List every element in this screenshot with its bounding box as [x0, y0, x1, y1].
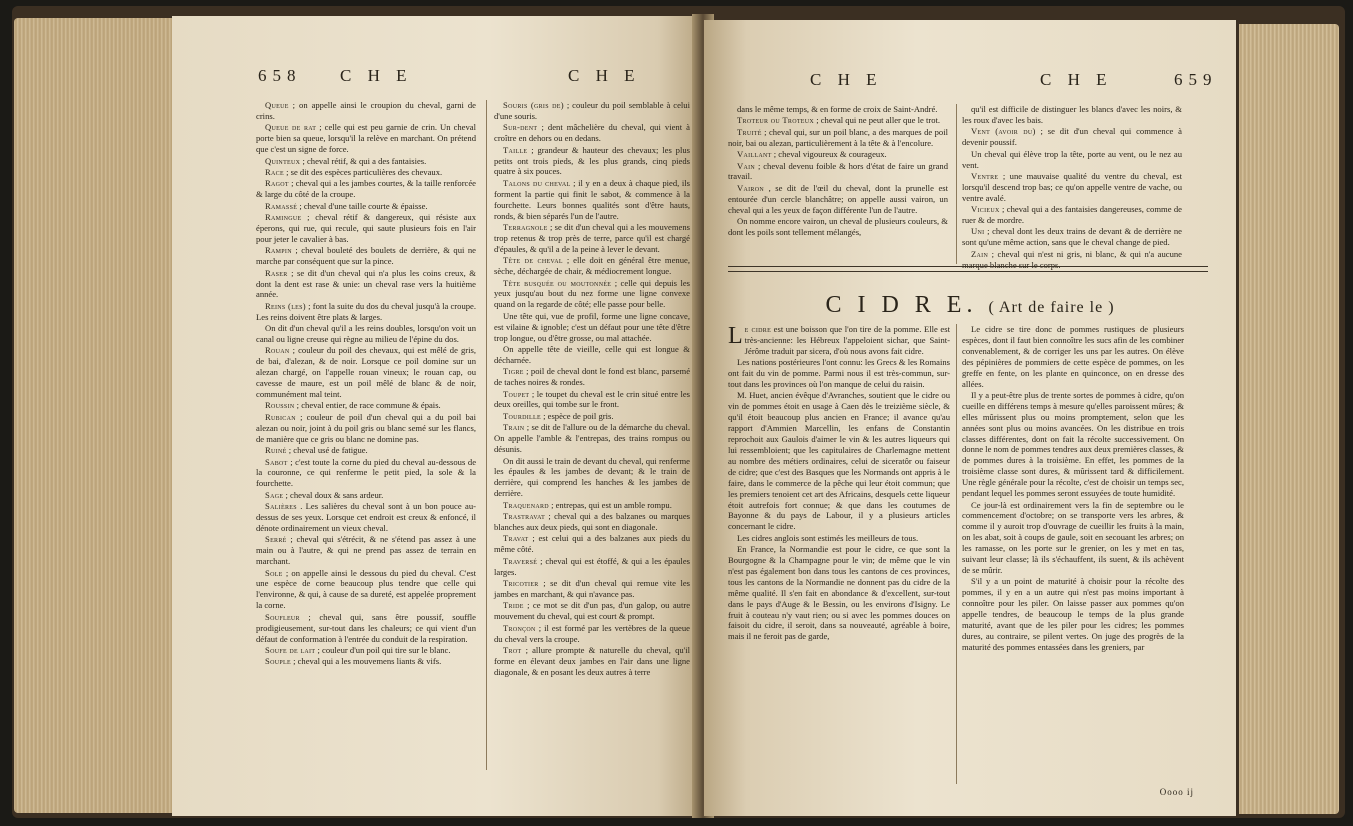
entry-text: ; cheval qui a des balzanes ou marques blanches aux deux pieds, qui sont en diagonale. — [494, 511, 690, 532]
column-divider — [956, 104, 957, 264]
entry-term: Sur-dent — [503, 122, 538, 133]
dictionary-entry — [962, 204, 1182, 226]
entry-text: ; cheval vigoureux & courageux. — [773, 149, 887, 160]
dictionary-entry — [728, 127, 948, 149]
section-rule — [728, 266, 1208, 272]
drop-cap: L — [728, 323, 743, 349]
entry-term: Souris (gris de) — [503, 100, 564, 110]
dictionary-entry — [256, 490, 476, 501]
dictionary-entry — [256, 268, 476, 301]
dictionary-entry — [494, 366, 690, 388]
dictionary-entry — [494, 178, 690, 222]
dictionary-entry — [494, 389, 690, 411]
dictionary-entry — [494, 122, 690, 144]
entry-text: ; cheval usé de fatigue. — [288, 445, 368, 456]
entry-term: Reins (les) — [265, 300, 306, 311]
entry-term: Tête de cheval — [503, 255, 563, 266]
entry-text: ; cheval qui ne peut aller que le trot. — [816, 115, 941, 126]
entry-text: ; grandeur & hauteur des chevaux; les plus petits ont trois pieds, & les plus grands, cinq pieds quatre à six pouces. — [494, 144, 690, 177]
dictionary-entry — [962, 226, 1182, 248]
entry-text: qu'il est difficile de distinguer les blancs d'avec les noirs, & les roux d'avec les bais. — [962, 104, 1182, 125]
entry-text: est une boisson que l'on tire de la pomme. Elle est très-ancienne: les Hébreux l'appeloient sichar, que Saint-Jérôme traduit par sicera, d'où nous avons fait cidre. — [744, 324, 950, 356]
heading-left: C H E — [810, 70, 883, 89]
column-divider — [956, 324, 957, 784]
right-running-head — [704, 70, 1236, 94]
entry-text: ; entrepas, qui est un amble rompu. — [551, 499, 672, 510]
entry-term: Roussin — [265, 400, 295, 411]
entry-text: ; cheval d'une taille courte & épaisse. — [299, 200, 428, 211]
entry-text: ; se dit d'un cheval qui n'a plus les coins creux, & dont la dent est rase & unie: un cheval rase vers la huitième année. — [256, 267, 476, 300]
entry-term: Soufleur — [265, 611, 300, 622]
entry-text: ; cheval qui, sans être poussif, souffle prodigieusement, sur-tout dans les chaleurs; ce qui vient d'un défaut de conformation à l'entrée du conduit de la respiration. — [256, 611, 476, 644]
entry-term: Raser — [265, 267, 288, 278]
entry-text: ; couleur du poil semblable à celui d'une souris. — [494, 100, 690, 121]
right-column-1 — [728, 104, 948, 238]
entry-term: Race — [265, 166, 284, 177]
entry-term: Tourdille — [503, 410, 541, 421]
entry-text: ; celle qui depuis les yeux jusqu'au bout du nez forme une ligne convexe quand on la regarde de côté; elle passe pour belle. — [494, 277, 690, 310]
dictionary-entry — [962, 126, 1182, 148]
entry-text: ; allure prompte & naturelle du cheval, qu'il forme en élevant deux jambes en l'air dans une ligne diagonale, & en posant les deux autres à terre — [494, 644, 690, 677]
article-title-text: C I D R E. — [825, 292, 978, 318]
dictionary-entry — [256, 167, 476, 178]
entry-text: ; cheval devenu foible & hors d'état de faire un grand travail. — [728, 160, 949, 182]
entry-term: Ragot — [265, 178, 289, 189]
entry-term: Talons du cheval — [503, 177, 571, 188]
dictionary-entry — [494, 533, 690, 555]
entry-text: ; c'est toute la corne du pied du cheval au-dessous de la couronne, ce qui renferme le petit pied, la sole & la fourchette. — [256, 456, 477, 489]
entry-text: ; se dit d'un cheval qui remue vite les jambes en marchant, & qui n'avance pas. — [494, 577, 690, 599]
entry-term: Terragnole — [503, 221, 548, 232]
dictionary-entry — [256, 568, 476, 612]
dictionary-entry — [962, 576, 1184, 652]
dictionary-entry — [256, 100, 476, 122]
dictionary-entry — [962, 171, 1182, 204]
dictionary-entry — [256, 323, 476, 345]
entry-text: Un cheval qui élève trop la tête, porte au vent, ou le nez au vent. — [962, 148, 1182, 170]
entry-text: On dit d'un cheval qu'il a les reins doubles, lorsqu'on voit un canal ou ligne creuse qui règne au milieu de l'épine du dos. — [256, 323, 476, 345]
entry-text: Les nations postérieures l'ont connu: les Grecs & les Romains ont fait du vin de pomme. Parmi nous il est très-commun, sur-tout dans les provinces où l'on manque de celui du raisin. — [728, 357, 950, 390]
dictionary-entry — [256, 445, 476, 456]
dictionary-entry — [494, 255, 690, 277]
entry-term: Sole — [265, 567, 283, 578]
cidre-column-1 — [728, 324, 950, 643]
dictionary-entry — [256, 156, 476, 167]
right-column-2 — [962, 104, 1182, 271]
entry-term: Queue de rat — [265, 122, 317, 133]
heading-left: C H E — [340, 66, 413, 85]
dictionary-entry — [494, 278, 690, 311]
entry-text: Le cidre se tire donc de pommes rustiques de plusieurs espèces, dont il faut bien connoître les sucs afin de les combiner convenablement, & de corriger les uns par les autres. On élève des pépinières de pommiers de cette espèce de pommes, on les greffe en fente, on les plante en quinconce, on en dresse des allées. — [962, 324, 1184, 389]
dictionary-entry — [494, 645, 690, 678]
entry-text: ; le toupet du cheval est le crin situé entre les deux oreilles, qui tombe sur le front. — [494, 388, 690, 410]
entry-text: ; cheval qui, sur un poil blanc, a des marques de poil noir, bai ou alezan, particulièrement à la tête & à l'encolure. — [728, 126, 948, 148]
entry-term: Vain — [737, 160, 756, 171]
cidre-column-2 — [962, 324, 1184, 653]
entry-text: On nomme encore vairon, un cheval de plusieurs couleurs, & dont les poils sont tellement mélangés, — [728, 216, 948, 237]
entry-text: ; cheval entier, de race commune & épais. — [296, 400, 441, 411]
entry-term: Toupet — [503, 388, 530, 399]
dictionary-entry — [962, 104, 1182, 126]
entry-text: ; cheval bouleté des boulets de derrière, & qui ne marche par conséquent que sur la pince. — [256, 245, 476, 267]
entry-text: ; il est formé par les vertèbres de la queue du cheval vers la croupe. — [494, 622, 690, 644]
right-page — [704, 20, 1236, 816]
heading-right: C H E — [1040, 70, 1113, 89]
entry-term: Ramassé — [265, 200, 298, 211]
entry-text: ; se dit d'un cheval qui a les mouvemens trop retenus & trop près de terre, parce qu'il est chargé d'épaules, & qu'il a de la peine à lever le devant. — [494, 221, 690, 254]
entry-term: Tricotier — [503, 577, 539, 588]
entry-text: Ce jour-là est ordinairement vers la fin de septembre ou le commencement d'octobre; on se transporte vers les arbres, & comme il y auroit trop d'ouvrage de cueillir les fruits à la main, on les abat, soit à coups de gaule, soit en secouant les arbres; on les ramasse, on les porte sur le grenier, on les y met en tas, suivant leur classe; là ils s'échauffent, ils suent, & ils achèvent de se mûrir. — [962, 499, 1184, 575]
dictionary-entry — [256, 301, 476, 323]
entry-text: On dit aussi le train de devant du cheval, qui renferme les épaules & les jambes de devant; & le train de derrière, qui comprend les hanches & les jambes de derrière. — [494, 455, 690, 499]
heading-right: C H E — [568, 66, 641, 85]
entry-text: Une tête qui, vue de profil, forme une ligne concave, est vilaine & ignoble; c'est un défaut pour une tête d'être trop longue, ou d'être grosse, ou mal attachée. — [494, 310, 690, 343]
entry-text: ; celle qui est peu garnie de crin. Un cheval porte bien sa queue, lorsqu'il la relève en marchant. On prétend que c'est un signe de force. — [256, 122, 476, 155]
dictionary-entry — [728, 216, 948, 238]
dictionary-entry — [494, 623, 690, 645]
dictionary-entry — [728, 115, 948, 126]
dictionary-entry — [256, 212, 476, 245]
dictionary-entry — [256, 178, 476, 200]
entry-text: ; il y en a deux à chaque pied, ils forment la partie qui finit le sabot, & commence à la fourchette. Leurs bonnes qualités sont d'être hauts, ronds, & bien séparés l'un de l'autre. — [494, 177, 690, 221]
entry-term: Taille — [503, 144, 528, 155]
entry-text: S'il y a un point de maturité à choisir pour la récolte des pommes, il y en a un autre qui n'est pas moins important à connoître pour les piler. On laisse passer aux pommes qu'on appelle tendres, de beaucoup le temps de la plus grande maturité, avant que de les piler pour les cidres; les pommes dures, au contraire, se pilent vertes. On juge des progrès de la maturité des pommes entassées dans les greniers, par — [962, 576, 1184, 652]
dictionary-entry — [256, 656, 476, 667]
entry-text: ; se dit des espèces particulières des chevaux. — [286, 166, 443, 177]
left-column-2 — [494, 100, 690, 678]
entry-text: ; cheval qui est étoffé, & qui a les épaules larges. — [494, 555, 690, 577]
dictionary-entry — [256, 201, 476, 212]
entry-term: Tronçon — [503, 622, 536, 633]
entry-text: M. Huet, ancien évêque d'Avranches, soutient que le cidre ou vin de pommes étoit en usage à Caen dès le treizième siècle, & qu'il étoit beaucoup plus ancien en France; il avance qu'au rapport d'Ammien Marcellin, les enfans de Constantin reprochoit aux Gaulois d'aimer le vin & les autres liqueurs qui lui ressembloient; que les capitulaires de Charlemagne mettent au nombre des métiers ordinaires, celui de siceratôr ou faiseur de cidre; que c'est des Basques que les Normands ont appris à le faire, dans le commerce de la pêche qui leur étoit commun; que les premiers tenoient cet art des Africains, desquels cette liqueur étoit autrefois fort connue; & que dans les coutumes de Bayonne & du pays de Labour, il y a plusieurs articles concernant le cidre. — [728, 390, 950, 532]
entry-text: ; cheval qui a des fantaisies dangereuses, comme de ruer & de mordre. — [962, 204, 1182, 226]
dictionary-entry — [962, 149, 1182, 171]
entry-text: ; font la suite du dos du cheval jusqu'à la croupe. Les reins doivent être plats & larges. — [256, 300, 477, 322]
entry-term: Rouan — [265, 345, 290, 356]
dictionary-entry — [728, 149, 948, 160]
catchword: Oooo ij — [1159, 787, 1194, 797]
entry-term: Salières — [265, 501, 297, 512]
entry-term: Truité — [737, 126, 762, 137]
entry-text: dans le même temps, & en forme de croix de Saint-André. — [737, 104, 938, 114]
entry-text: ; couleur du poil des chevaux, qui est mêlé de gris, de bai, d'alezan, & de noir. Lorsque ce poil domine sur un alezan chargé, on l'appelle rouan vineux; le rouan cap, ou cavesse de maure, est un poil mêlé de blanc & de noir, communément mal teint. — [256, 345, 476, 400]
entry-text: ; cheval dont les deux trains de devant & de derrière ne sont qu'une même action, sans que le cheval change de pied. — [962, 226, 1182, 248]
entry-text: ; cheval qui a les mouvemens liants & vifs. — [293, 656, 442, 667]
entry-term: e cidre — [744, 324, 772, 334]
dictionary-entry — [962, 324, 1184, 389]
entry-term: Traquenard — [503, 499, 549, 510]
dictionary-entry — [494, 145, 690, 178]
entry-text: ; dent mâchelière du cheval, qui vient à croître en dehors ou en dedans. — [494, 122, 690, 144]
entry-text: En France, la Normandie est pour le cidre, ce que sont la Bourgogne & la Champagne pour le vin; de même que le vin n'est pas également bon dans tous les cantons de ces provinces, tous les cantons de la Normandie ne donnent pas du cidre de la même qualité. Il s'en fait en abondance & d'excellent, sur-tout dans le pays d'Auge & le Bessin, ou les environs d'Isigny. Le fruit à couteau n'y vaut rien; ou si avec les pommes douces on faisoit du cidre, il seroit, dans sa nouveauté, agréable à boire, mais il ne feroit pas de garde, — [728, 544, 950, 642]
entry-text: ; cheval qui a les jambes courtes, & la taille renforcée & large du côté de la croupe. — [256, 178, 476, 200]
entry-text: ; cheval qui s'étrécit, & ne s'étend pas assez à une main ou à l'autre, & qui ne prend pas assez de terrain en marchant. — [256, 534, 476, 567]
dictionary-entry — [494, 500, 690, 511]
entry-text: ; une mauvaise qualité du ventre du cheval, est lorsqu'il descend trop bas; ce qu'on appelle ventre de vache, ou ventre avalé. — [962, 170, 1182, 203]
dictionary-entry — [256, 457, 476, 490]
left-page-edges — [14, 18, 174, 813]
dictionary-entry — [494, 600, 690, 622]
entry-text: . Les salières du cheval sont à un bon pouce au-dessus de ses yeux. Lorsque cet endroit est creux & enfoncé, il dénote ordinairement un vieux cheval. — [256, 501, 476, 533]
entry-term: Trot — [503, 644, 522, 655]
entry-text: Il y a peut-être plus de trente sortes de pommes à cidre, qu'on cueille en différens temps à mesure qu'elles paroissent mûres; & elles mûrissent plus ou moins promptement, selon que les années sont plus ou moins avancées. On les distribue en trois classes différentes, dont on fait la récolte successivement. On donne le nom de pommes tendres aux deux premières classes, & de pommes dures à la troisième. En effet, les pommes de la troisième classe sont dures, & mûrissent tard & difficilement. Une règle générale pour la récolte, c'est de choisir un temps sec, pendant lequel les pommes seront essuyées de toute humidité. — [962, 389, 1184, 499]
entry-term: Zain — [971, 248, 989, 259]
entry-text: ; est celui qui a des balzanes aux pieds du même côté. — [494, 533, 690, 555]
dictionary-entry — [494, 456, 690, 500]
entry-term: Queue — [265, 100, 289, 110]
entry-term: Trastravat — [503, 511, 546, 522]
entry-term: Vent (avoir du) — [971, 126, 1036, 137]
entry-text: On appelle tête de vieille, celle qui est longue & décharnée. — [494, 343, 690, 365]
entry-term: Rampin — [265, 245, 292, 256]
dictionary-entry — [256, 122, 476, 155]
dictionary-entry — [494, 344, 690, 366]
left-page — [172, 16, 700, 816]
page-number: 658 — [258, 66, 302, 85]
dictionary-entry — [728, 104, 948, 115]
entry-text: ; se dit de l'allure ou de la démarche du cheval. On appelle l'amble & l'entrepas, des trains rompus ou désunis. — [494, 422, 690, 455]
entry-text: ; on appelle ainsi le croupion du cheval, garni de crins. — [256, 100, 477, 121]
page-number: 659 — [1174, 70, 1218, 89]
dictionary-entry — [728, 161, 948, 183]
left-running-head — [172, 66, 700, 90]
entry-text: ; cheval rétif, & qui a des fantaisies. — [302, 155, 427, 166]
column-divider — [486, 100, 487, 770]
dictionary-entry — [728, 357, 950, 390]
dictionary-entry — [494, 311, 690, 344]
entry-text: ; on appelle ainsi le dessous du pied du cheval. C'est une espèce de corne beaucoup plus tendre que celle qui l'environne, & qui, à cause de sa dureté, est appelée proprement la corne. — [256, 567, 476, 611]
article-title — [704, 292, 1236, 319]
entry-text: Les cidres anglois sont estimés les meilleurs de tous. — [737, 532, 919, 543]
entry-term: Soufe de lait — [265, 644, 316, 655]
entry-term: Uni — [971, 226, 985, 237]
dictionary-entry — [728, 533, 950, 544]
entry-text: ; espèce de poil gris. — [543, 410, 614, 421]
left-column-1 — [256, 100, 476, 668]
entry-term: Travat — [503, 533, 529, 544]
dictionary-entry — [494, 578, 690, 600]
entry-term: Sage — [265, 489, 284, 500]
entry-term: Vicieux — [971, 204, 1000, 215]
dictionary-entry — [494, 556, 690, 578]
dictionary-entry — [256, 400, 476, 411]
dictionary-entry — [256, 501, 476, 534]
dictionary-entry — [256, 345, 476, 400]
entry-term: Souple — [265, 656, 291, 667]
entry-term: Vaillant — [737, 149, 772, 160]
entry-term: Tigre — [503, 366, 524, 377]
entry-text: ; poil de cheval dont le fond est blanc, parsemé de taches noires & rondes. — [494, 366, 691, 388]
article-subtitle: ( Art de faire le ) — [988, 299, 1115, 316]
entry-term: Train — [503, 422, 525, 433]
entry-text: ; couleur de poil d'un cheval qui a du poil bai alezan ou noir, joint à du poil gris ou blanc semé sur les flancs, de manière que ce gris ou blanc ne domine pas. — [256, 411, 476, 444]
entry-term: Traversé — [503, 555, 538, 566]
dictionary-entry — [728, 390, 950, 532]
entry-text: , se dit de l'œil du cheval, dont la prunelle est entourée d'un cercle blanchâtre; on appelle aussi vairon, un cheval qui a les yeux de façon différente l'un de l'autre. — [728, 182, 948, 215]
dictionary-entry — [728, 544, 950, 642]
dictionary-entry — [494, 422, 690, 455]
entry-term: Tride — [503, 600, 524, 611]
entry-term: Tête busquée ou moutonnée — [503, 277, 612, 288]
dictionary-entry — [494, 222, 690, 255]
dictionary-entry — [494, 511, 690, 533]
dictionary-entry — [256, 612, 476, 645]
entry-text: ; se dit d'un cheval qui commence à devenir poussif. — [962, 126, 1182, 148]
dictionary-entry — [256, 534, 476, 567]
entry-term: Serré — [265, 534, 287, 545]
entry-term: Ventre — [971, 170, 999, 181]
entry-text: ; cheval rétif & dangereux, qui résiste aux éperons, qui rue, qui recule, qui saute plusieurs fois en l'air pour jeter le cavalier à bas. — [256, 212, 476, 244]
entry-text: ; couleur d'un poil qui tire sur le blanc. — [317, 644, 451, 655]
dictionary-entry — [728, 324, 950, 357]
right-page-edges — [1239, 24, 1339, 814]
entry-term: Ruiné — [265, 445, 287, 456]
entry-text: ; cheval qui n'est ni gris, ni blanc, & qui n'a aucune marque blanche sur le corps. — [962, 248, 1182, 270]
dictionary-entry — [962, 500, 1184, 576]
entry-term: Sabot — [265, 456, 288, 467]
dictionary-entry — [256, 645, 476, 656]
entry-text: ; cheval doux & sans ardeur. — [285, 489, 384, 500]
entry-term: Ramingue — [265, 212, 302, 223]
entry-term: Quinteux — [265, 155, 301, 166]
entry-text: ; elle doit en général être menue, sèche, déchargée de chair, & médiocrement longue. — [494, 255, 690, 277]
dictionary-entry — [256, 245, 476, 267]
dictionary-entry — [728, 183, 948, 216]
dictionary-entry — [494, 100, 690, 122]
dictionary-entry — [494, 411, 690, 422]
dictionary-entry — [962, 390, 1184, 499]
entry-term: Vairon — [737, 182, 765, 193]
entry-text: ; ce mot se dit d'un pas, d'un galop, ou autre mouvement du cheval, qui est court & prompt. — [494, 600, 691, 622]
dictionary-entry — [256, 412, 476, 445]
entry-term: Troteur ou Troteux — [737, 115, 815, 126]
entry-term: Rubican — [265, 411, 296, 422]
